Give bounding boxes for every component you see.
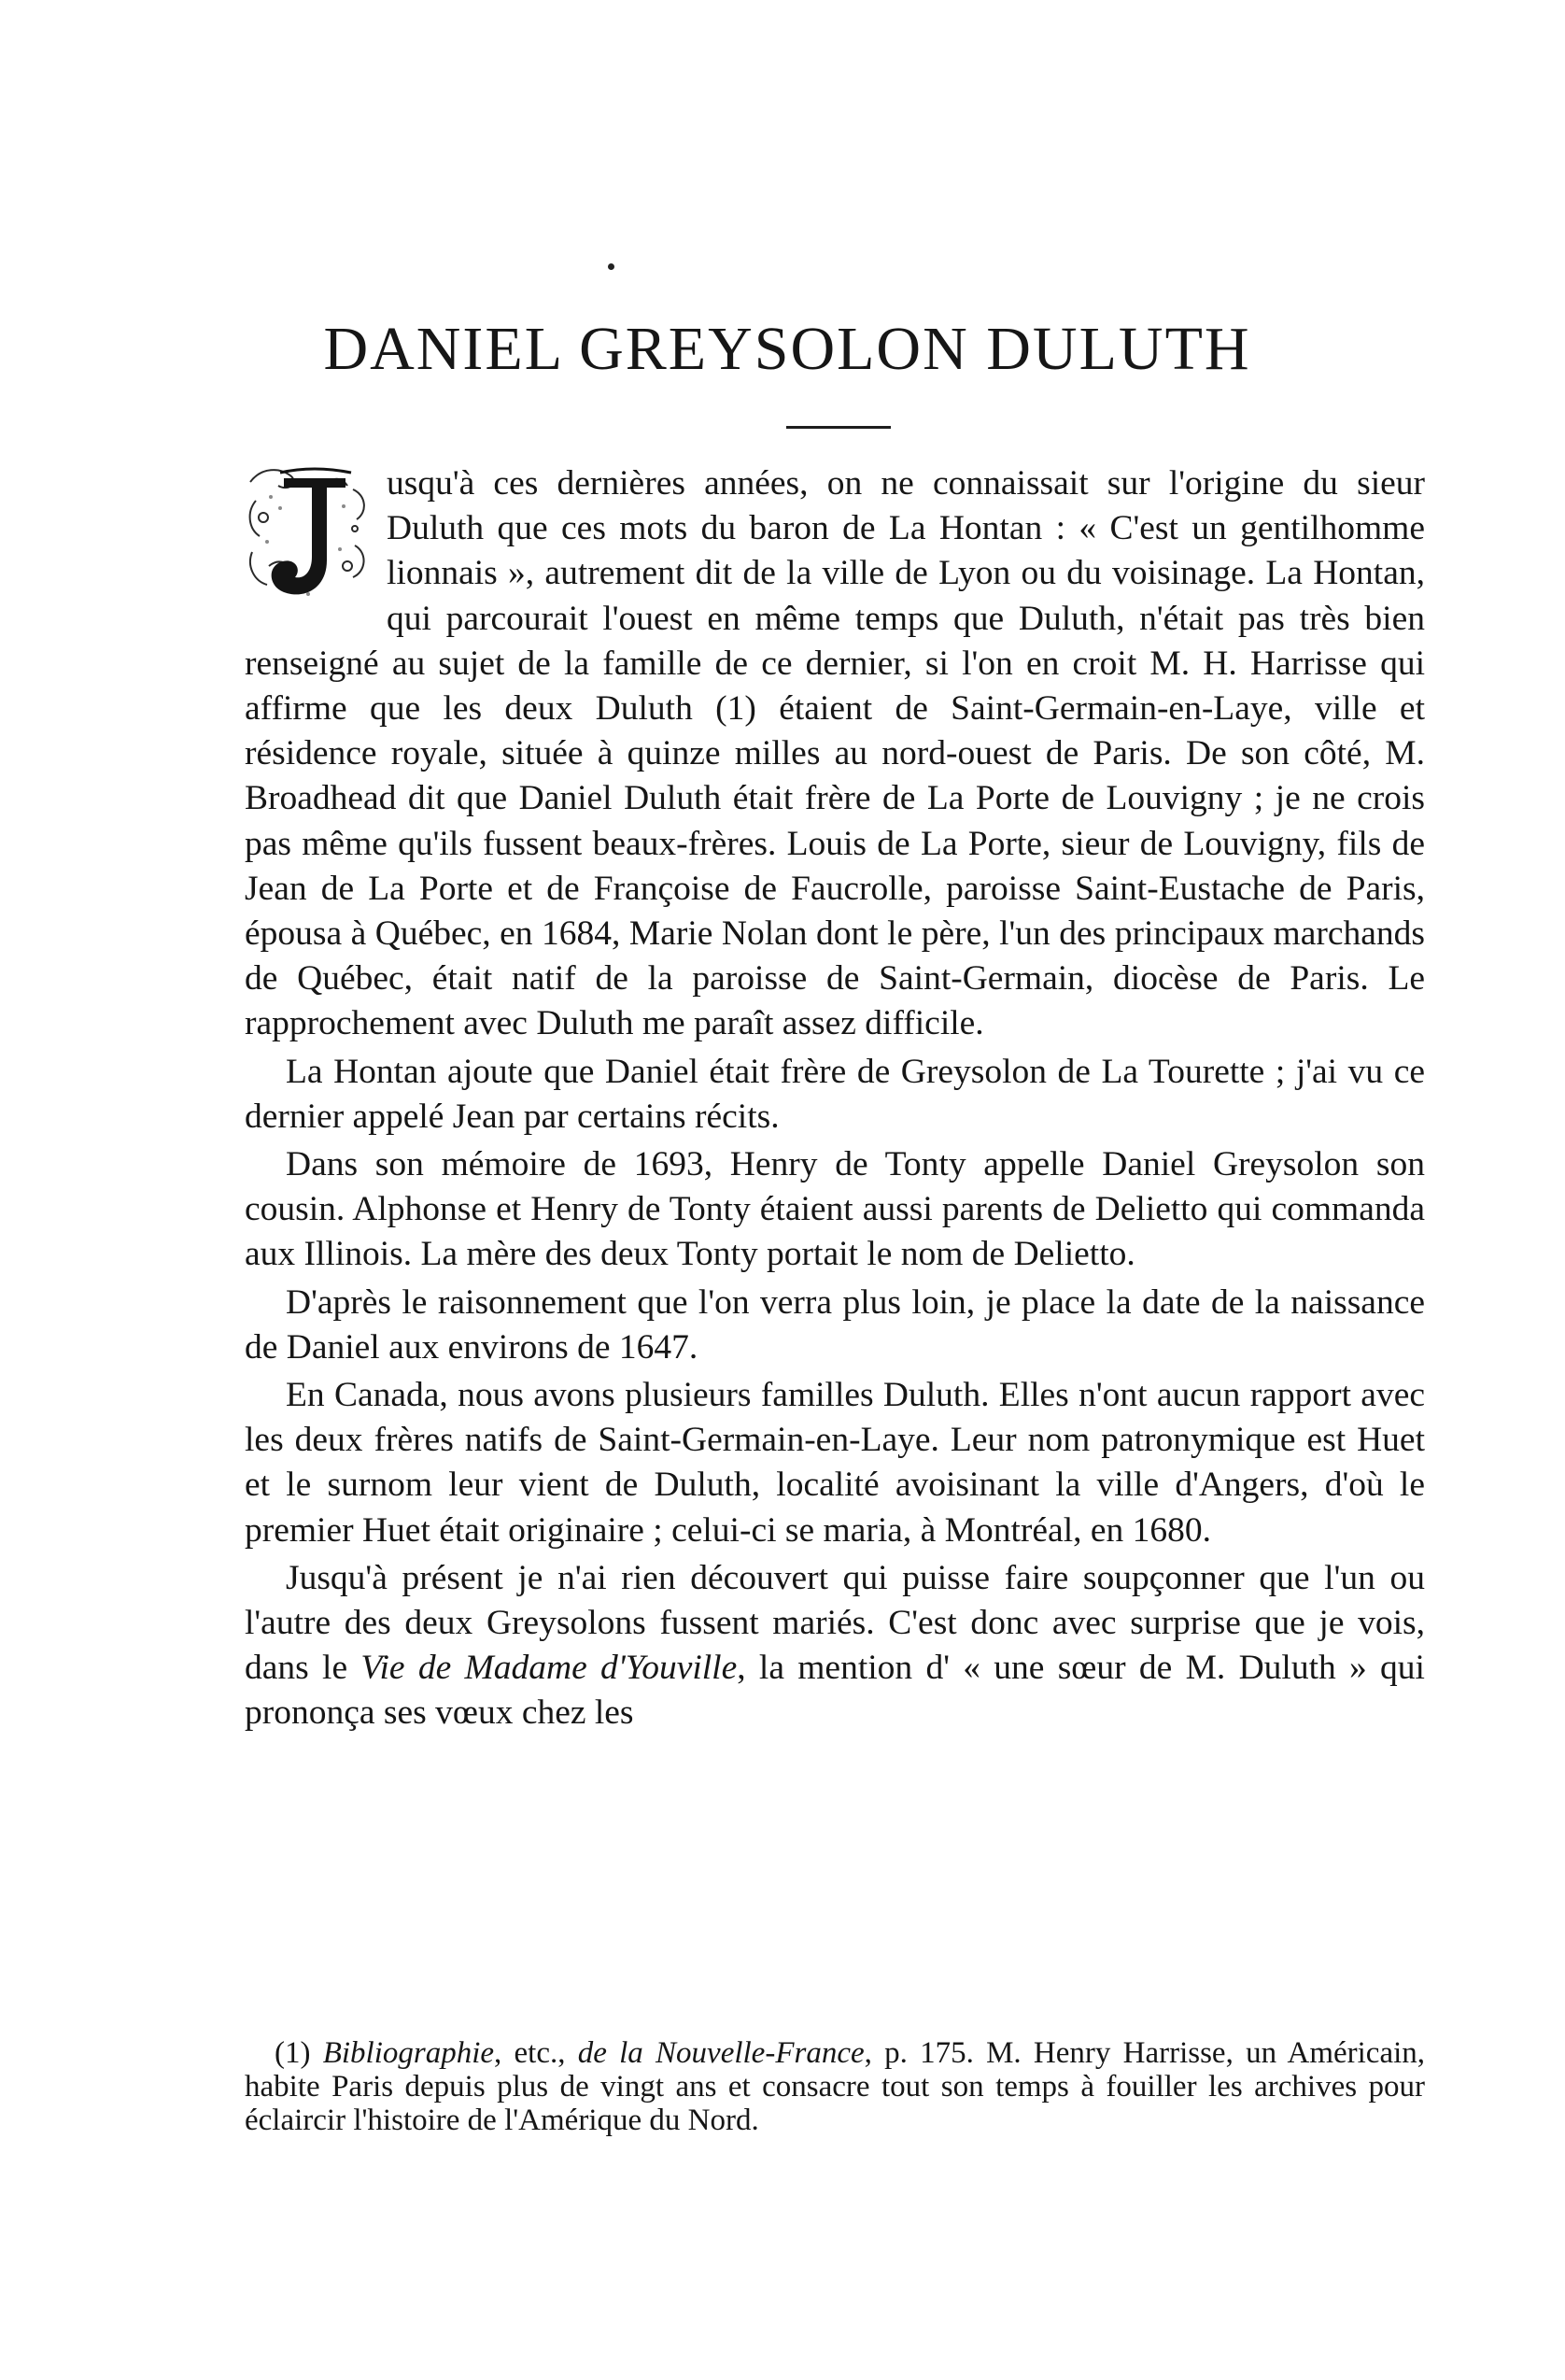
chapter-title: DANIEL GREYSOLON DULUTH	[323, 315, 1251, 383]
footnote-italic-2: de la Nouvelle-France	[577, 2036, 865, 2070]
paragraph-5: En Canada, nous avons plusieurs familles Duluth. Elles n'ont aucun rapport avec les deux frères natifs de Saint-Germain-en-Laye. Leur nom patronymique est Huet et le surnom leur vient de Duluth, localité avoisinant la ville d'Angers, d'où le premier Huet était originaire ; celui-ci se maria, à Montréal, en 1680.	[245, 1376, 1425, 1550]
title-rule	[786, 426, 891, 429]
footnote-text	[245, 2036, 1425, 2137]
ornate-j-icon	[243, 463, 374, 603]
paragraph-6-end: , la mention d' « une sœur de M. Duluth » qui prononça ses vœux chez les	[245, 1649, 1425, 1733]
paragraph-1-text: usqu'à ces dernières années, on ne connaissait sur l'origine du sieur Duluth que ces mots du baron de La Hontan : « C'est un gentilhomme lionnais », autrement dit de la ville de Lyon ou du voisinage. La Hontan, qui parcourait l'ouest en même temps que Duluth, n'était pas très bien renseigné au sujet de la famille de ce dernier, si l'on en croit M. H. Harrisse qui affirme que les deux Duluth (1) étaient de Saint-Germain-en-Laye, ville et résidence royale, située à quinze milles au nord-ouest de Paris. De son côté, M. Broadhead dit que Daniel Duluth était frère de La Porte de Louvigny ; je ne crois pas même qu'ils fussent beaux-frères. Louis de La Porte, sieur de Louvigny, fils de Jean de La Porte et de Françoise de Faucrolle, paroisse Saint-Eustache de Paris, épousa à Québec, en 1684, Marie Nolan dont le père, l'un des principaux marchands de Québec, était natif de la paroisse de Saint-Germain, diocèse de Paris. Le rapprochement avec Duluth me paraît assez difficile.	[245, 464, 1425, 1043]
body-text	[245, 461, 1425, 1739]
paragraph-3: Dans son mémoire de 1693, Henry de Tonty appelle Daniel Greysolon son cousin. Alphonse et Henry de Tonty étaient aussi parents de Delietto qui commanda aux Illinois. La mère des deux Tonty portait le nom de Delietto.	[245, 1145, 1425, 1274]
footnote-rest: , p. 175. M. Henry Harrisse, un Américain, habite Paris depuis plus de vingt ans et consacre tout son temps à fouiller les archives pour éclaircir l'histoire de l'Amérique du Nord.	[245, 2036, 1426, 2137]
footnote-marker: (1)	[275, 2036, 323, 2070]
dropcap-ornament	[243, 463, 374, 603]
footnote-italic-1: Bibliographie	[322, 2036, 495, 2070]
footnote	[245, 2036, 1425, 2137]
paragraph-4: D'après le raisonnement que l'on verra plus loin, je place la date de la naissance de Daniel aux environs de 1647.	[245, 1282, 1425, 1367]
book-title-italic: Vie de Madame d'Youville	[360, 1649, 738, 1688]
ornament-dot	[608, 263, 614, 270]
paragraph-1	[245, 461, 1425, 1047]
footnote-mid: , etc.,	[494, 2036, 578, 2070]
paragraph-6	[245, 1556, 1425, 1736]
paragraph-2: La Hontan ajoute que Daniel était frère de Greysolon de La Tourette ; j'ai vu ce dernier appelé Jean par certains récits.	[245, 1052, 1425, 1136]
paragraph-6-start: Jusqu'à présent je n'ai rien découvert qui puisse faire soupçonner que l'un ou l'autre des deux Greysolons fussent mariés. C'est donc avec surprise que je vois, dans le	[245, 1558, 1425, 1688]
